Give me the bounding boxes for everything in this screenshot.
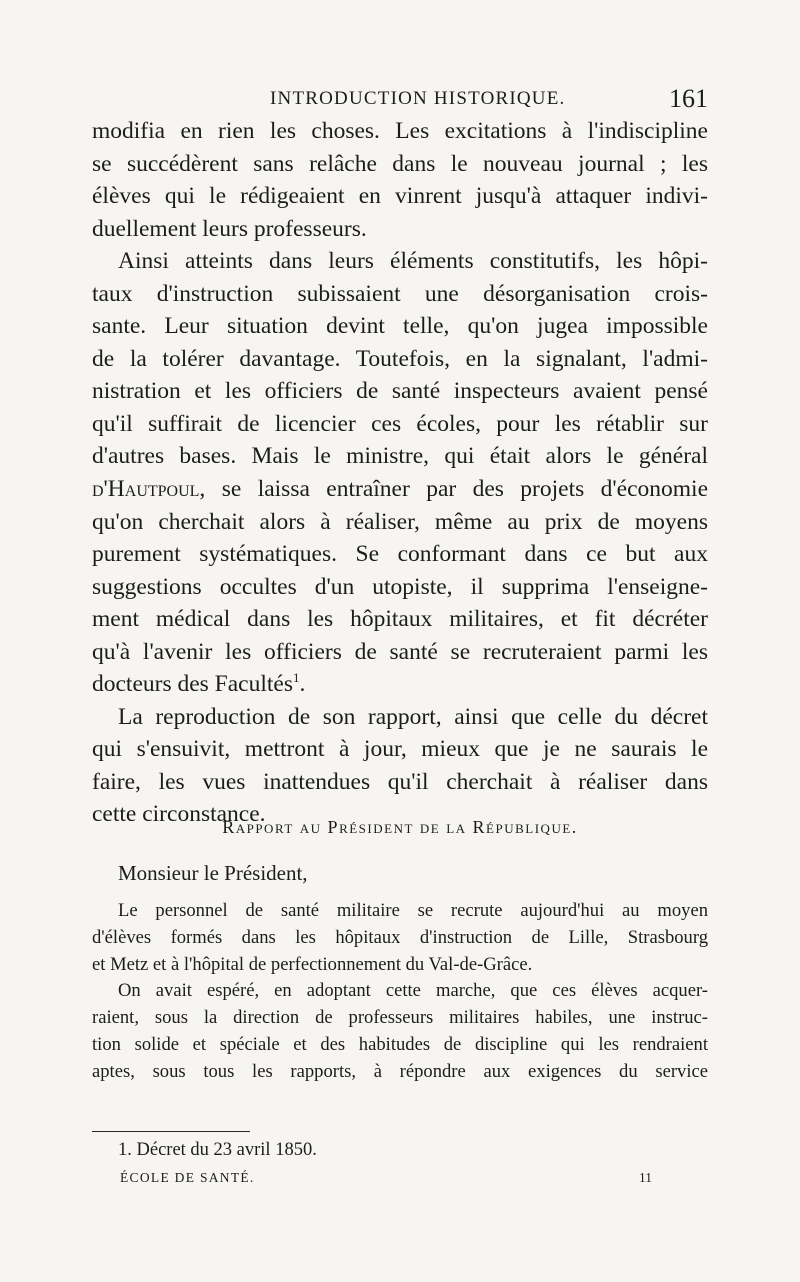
text-line [92, 473, 708, 506]
body-text [92, 115, 708, 831]
text-line: cette circonstance. [92, 801, 266, 828]
text-line: d'autres bases. Mais le ministre, qui était alors le général [92, 443, 708, 470]
text-line: La reproduction de son rapport, ainsi que celle du décret [118, 703, 708, 730]
text-line [92, 668, 708, 701]
report-line: On avait espéré, en adoptant cette marche, que ces élèves acquer- [118, 980, 708, 1002]
footnote: 1. Décret du 23 avril 1850. [118, 1140, 317, 1160]
page-number: 161 [669, 84, 708, 113]
report-line: Le personnel de santé militaire se recrute aujourd'hui au moyen [118, 900, 708, 921]
report-line: aptes, sous tous les rapports, à répondre aux exigences du service [92, 1060, 708, 1082]
text-line: se succédèrent sans relâche dans le nouveau journal ; les [92, 150, 708, 177]
footnote-rule [92, 1131, 250, 1132]
text-line: ment médical dans les hôpitaux militaires, et fit décréter [92, 606, 708, 633]
name-hautpoul: d'Hautpoul, [92, 476, 206, 503]
text-line: modifia en rien les choses. Les excitations à l'indiscipline [92, 118, 708, 144]
text-line: de la tolérer davantage. Toutefois, en la signalant, l'admi- [92, 345, 708, 372]
report-text [92, 898, 708, 1086]
salutation: Monsieur le Président, [118, 861, 308, 885]
signature-label: ÉCOLE DE SANTÉ. [120, 1170, 255, 1185]
text-line: faire, les vues inattendues qu'il cherchait à réaliser dans [92, 768, 708, 795]
text-line-start: docteurs des Facultés [92, 671, 294, 698]
running-head [92, 84, 708, 114]
line-end-period: . [299, 671, 306, 698]
text-line: qu'il suffirait de licencier ces écoles, pour les rétablir sur [92, 410, 708, 437]
report-line: et Metz et à l'hôpital de perfectionnement du Val-de-Grâce. [92, 953, 533, 975]
text-line: qu'à l'avenir les officiers de santé se recruteraient parmi les [92, 638, 708, 665]
printer-signature [92, 1166, 652, 1190]
text-line: Ainsi atteints dans leurs éléments constitutifs, les hôpi- [118, 248, 708, 275]
footnote-marker: 1 [293, 670, 300, 686]
report-line: tion solide et spéciale et des habitudes de discipline qui les rendraient [92, 1033, 708, 1055]
report-line: raient, sous la direction de professeurs militaires habiles, une instruc- [92, 1007, 708, 1029]
text-line: purement systématiques. Se conformant dans ce but aux [92, 541, 708, 568]
text-line: qui s'ensuivit, mettront à jour, mieux que je ne saurais le [92, 736, 708, 763]
signature-number: 11 [639, 1170, 652, 1185]
text-line: nistration et les officiers de santé inspecteurs avaient pensé [92, 378, 708, 405]
running-title: INTRODUCTION HISTORIQUE. [270, 88, 566, 109]
text-line: sante. Leur situation devint telle, qu'on jugea impossible [92, 313, 708, 340]
report-heading-text: Rapport au Président de la République. [222, 817, 578, 837]
text-line-rest: se laissa entraîner par des projets d'économie [221, 476, 708, 503]
text-line: élèves qui le rédigeaient en vinrent jusqu'à attaquer indivi- [92, 183, 708, 210]
text-line: qu'on cherchait alors à réaliser, même au prix de moyens [92, 508, 708, 535]
text-line: duellement leurs professeurs. [92, 215, 367, 242]
text-line: taux d'instruction subissaient une désorganisation crois- [92, 280, 708, 307]
report-line: d'élèves formés dans les hôpitaux d'instruction de Lille, Strasbourg [92, 926, 708, 948]
report-heading [92, 812, 708, 842]
text-line: suggestions occultes d'un utopiste, il supprima l'enseigne- [92, 573, 708, 600]
